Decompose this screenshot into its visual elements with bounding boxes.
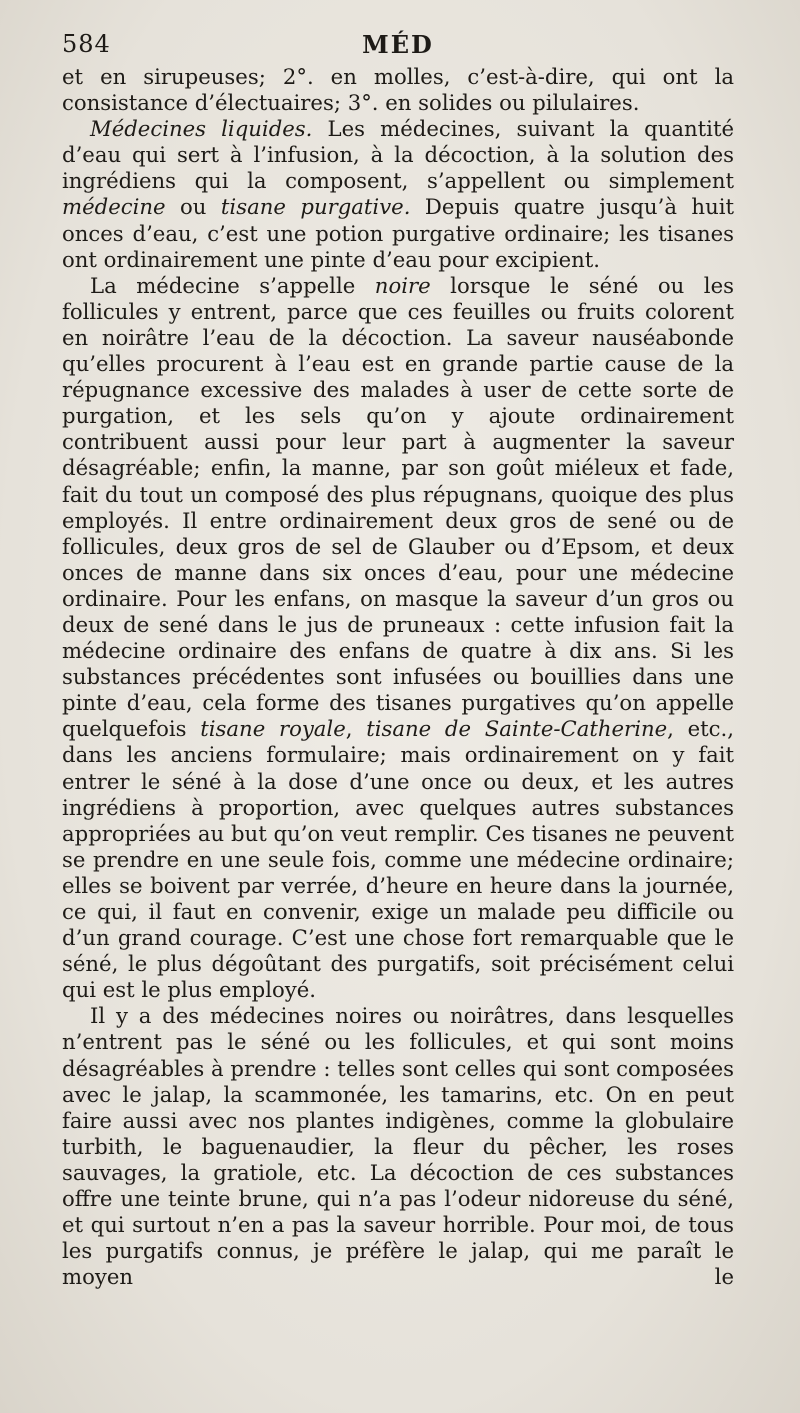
text-segment: Les médecines, suivant la quantité d’eau qui sert à l’infusion, à la décoction, à la solution des ingrédiens qui la composent, s’appellent ou simplement [62, 116, 734, 194]
paragraph-3 [62, 273, 734, 1004]
text-segment: La médecine s’appelle [90, 272, 375, 298]
page-number: 584 [62, 30, 111, 58]
text-segment: Il y a des médecines noires ou noirâtres, dans lesquelles n’entrent pas le séné ou les follicules, et qui sont moins désagréables à prendre : telles sont celles qui sont composées avec le jalap, la scammonée, les tamarins, etc. On en peut faire aussi avec nos plantes indigènes, comme la globulaire turbith, le baguenaudier, la fleur du pêcher, les roses sauvages, la gratiole, etc. La décoction de ces substances offre une teinte brune, qui n’a pas l’odeur nidoreuse du séné, et qui surtout n’en a pas la saveur horrible. Pour moi, de tous les purgatifs connus, je préfère le jalap, qui me paraît le moyen le [62, 1003, 734, 1290]
paragraph-1 [62, 64, 734, 116]
italic-term: noire [374, 272, 431, 298]
text-segment: , etc., dans les anciens formulaire; mais ordinairement on y fait entrer le séné à la dose d’une once ou deux, et les autres ingrédiens à proportion, avec quelques autres substances appropriées au but qu’on veut remplir. Ces tisanes ne peuvent se prendre en une seule fois, comme une médecine ordinaire; elles se boivent par verrée, d’heure en heure dans la journée, ce qui, il faut en convenir, exige un malade peu difficile ou d’un grand courage. C’est une chose fort remarquable que le séné, le plus dégoûtant des purgatifs, soit précisément celui qui est le plus employé. [62, 716, 734, 1003]
page-header [62, 30, 734, 64]
text-segment: et en sirupeuses; 2°. en molles, c’est-à-dire, qui ont la consistance d’électuaires; 3°. en solides ou pilulaires. [62, 64, 734, 116]
text-segment: Depuis quatre jusqu’à huit onces d’eau, c’est une potion purgative ordinaire; les tisanes ont ordinairement une pinte d’eau pour excipient. [62, 194, 735, 272]
running-head: MÉD [362, 30, 434, 59]
section-heading-medecines-liquides: Médecines liquides. [90, 116, 313, 142]
paragraph-2 [62, 116, 734, 273]
italic-term: tisane royale [200, 716, 346, 742]
text-segment: ou [165, 194, 221, 220]
text-segment: , [345, 716, 367, 742]
italic-term: tisane de Sainte-Catherine [366, 716, 668, 742]
italic-term: médecine [62, 194, 166, 220]
body-text [62, 64, 734, 1290]
text-segment: lorsque le séné ou les follicules y entrent, parce que ces feuilles ou fruits colorent en noirâtre l’eau de la décoction. La saveur nauséabonde qu’elles procurent à l’eau est en grande partie cause de la répugnance excessive des malades à user de cette sorte de purgation, et les sels qu’on y ajoute ordinairement contribuent aussi pour leur part à augmenter la saveur désagréable; enfin, la manne, par son goût miéleux et fade, fait du tout un composé des plus répugnans, quoique des plus employés. Il entre ordinairement deux gros de sené ou de follicules, deux gros de sel de Glauber ou d’Epsom, et deux onces de manne dans six onces d’eau, pour une médecine ordinaire. Pour les enfans, on masque la saveur d’un gros ou deux de sené dans le jus de pruneaux : cette infusion fait la médecine ordinaire des enfans de quatre à dix ans. Si les substances précédentes sont infusées ou bouillies dans une pinte d’eau, cela forme des tisanes purgatives qu’on appelle quelquefois [62, 272, 734, 742]
italic-term: tisane purgative. [220, 194, 411, 220]
paragraph-4 [62, 1003, 734, 1290]
